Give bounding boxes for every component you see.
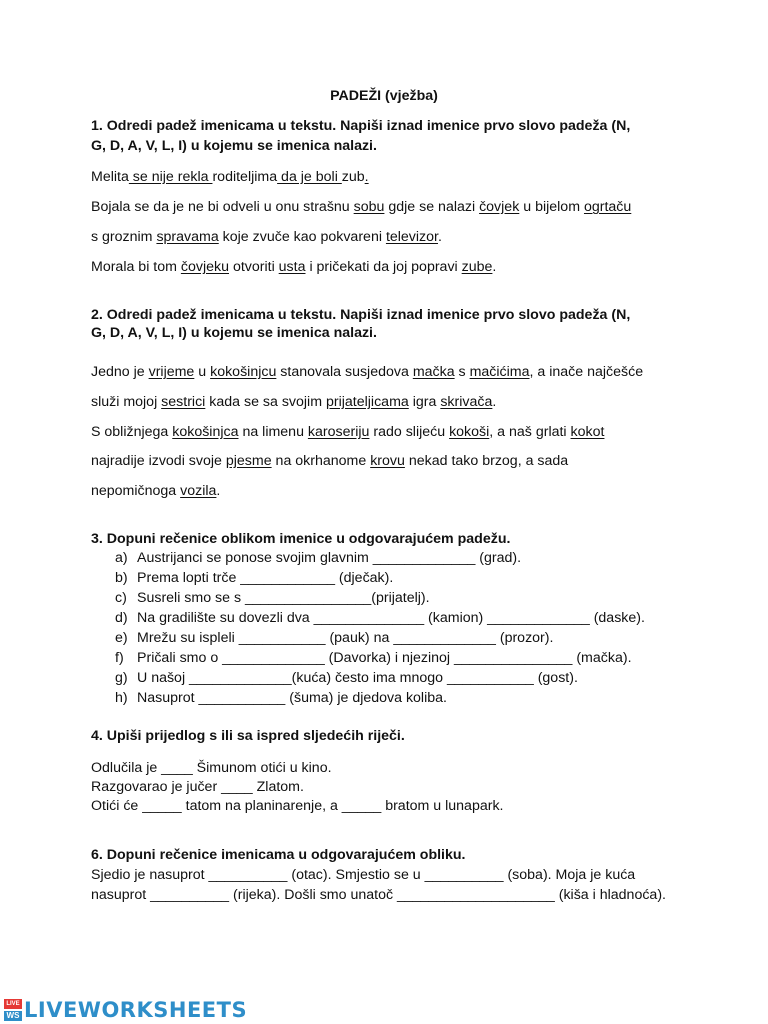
- underlined-noun: ogrtaču: [583, 199, 632, 215]
- underlined-noun: televizor: [385, 229, 438, 245]
- sentence-text: nekad tako brzog, a sada: [404, 453, 569, 469]
- sentence-text: služi mojoj: [91, 394, 162, 410]
- task1-heading-line1: 1. Odredi padež imenicama u tekstu. Napiši iznad imenice prvo slovo padeža (N,: [91, 118, 631, 134]
- task3-item-marker: h): [115, 690, 128, 706]
- task3-item: [115, 589, 430, 607]
- task2-heading-line1: 2. Odredi padež imenicama u tekstu. Napiši iznad imenice prvo slovo padeža (N,: [91, 307, 631, 323]
- task2-sentence-3: [91, 423, 604, 441]
- underlined-noun: skrivača: [440, 394, 493, 410]
- underlined-noun: kokošinjca: [172, 424, 239, 440]
- underlined-noun: zube: [461, 259, 493, 275]
- task4-line-1: Odlučila je ____ Šimunom otići u kino.: [91, 760, 332, 776]
- badge-bottom: WS: [4, 1011, 22, 1021]
- logo-text: LIVEWORKSHEETS: [24, 998, 248, 1022]
- task3-item-marker: c): [115, 590, 127, 606]
- underlined-noun: pjesme: [225, 453, 272, 469]
- task6-line-1: Sjedio je nasuprot __________ (otac). Smjestio se u __________ (soba). Moja je kuća: [91, 867, 636, 883]
- underlined-noun: mačka: [412, 364, 455, 380]
- sentence-text: otvoriti: [229, 259, 279, 275]
- task1-sentence-2: [91, 198, 631, 216]
- underlined-noun: vozila: [180, 483, 217, 499]
- sentence-text: Melita: [91, 169, 129, 185]
- task3-item-marker: d): [115, 610, 128, 626]
- task3-item: [115, 649, 632, 667]
- task1-sentence-4: [91, 258, 496, 276]
- task3-item-text: Pričali smo o _____________ (Davorka) i njezinoj _______________ (mačka).: [137, 650, 632, 666]
- task3-item-text: U našoj _____________(kuća) često ima mnogo ___________ (gost).: [137, 670, 578, 686]
- task3-item-marker: b): [115, 570, 128, 586]
- sentence-text: , a inače najčešće: [529, 364, 644, 380]
- sentence-text: Jedno je: [91, 364, 149, 380]
- task1-sentence-1: [91, 168, 369, 186]
- task2-sentence-5: [91, 482, 220, 500]
- task3-item: [115, 569, 393, 587]
- task3-item: [115, 629, 553, 647]
- badge-top: LIVE: [4, 999, 22, 1009]
- task2-sentence-4: [91, 452, 568, 470]
- task2-sentence-1: [91, 363, 643, 381]
- sentence-text: najradije izvodi svoje: [91, 453, 226, 469]
- task3-item-text: Prema lopti trče ____________ (dječak).: [137, 570, 394, 586]
- underlined-noun: vrijeme: [148, 364, 195, 380]
- underlined-noun: mačićima: [469, 364, 530, 380]
- page-title: PADEŽI (vježba): [330, 88, 438, 104]
- task6-line-2: nasuprot __________ (rijeka). Došli smo unatoč ____________________ (kiša i hladnoća).: [91, 887, 666, 903]
- task3-item-marker: g): [115, 670, 128, 686]
- sentence-text: , a naš grlati: [489, 424, 571, 440]
- task3-item-text: Susreli smo se s ________________(prijatelj).: [137, 590, 430, 606]
- underlined-noun: .: [364, 169, 369, 185]
- task6-heading: 6. Dopuni rečenice imenicama u odgovarajućem obliku.: [91, 847, 466, 863]
- task3-item-marker: f): [115, 650, 124, 666]
- task1-heading-line2: G, D, A, V, L, I) u kojemu se imenica nalazi.: [91, 138, 377, 154]
- sentence-text: Morala bi tom: [91, 259, 181, 275]
- sentence-text: rado slijeću: [369, 424, 450, 440]
- task3-item: [115, 609, 645, 627]
- sentence-text: igra: [408, 394, 441, 410]
- task3-item-marker: a): [115, 550, 128, 566]
- sentence-text: Bojala se da je ne bi odveli u onu strašnu: [91, 199, 354, 215]
- sentence-text: u: [194, 364, 211, 380]
- underlined-noun: spravama: [156, 229, 219, 245]
- task2-sentence-2: [91, 393, 496, 411]
- task3-item-text: Nasuprot ___________ (šuma) je djedova koliba.: [137, 690, 447, 706]
- task2-heading-line2: G, D, A, V, L, I) u kojemu se imenica nalazi.: [91, 325, 377, 341]
- underlined-noun: se nije rekla: [128, 169, 213, 185]
- underlined-noun: karoseriju: [307, 424, 370, 440]
- sentence-text: nepomičnoga: [91, 483, 181, 499]
- underlined-noun: kokot: [570, 424, 605, 440]
- underlined-noun: da je boli: [277, 169, 342, 185]
- underlined-noun: kokošinjcu: [210, 364, 277, 380]
- liveworksheets-badge-icon: [4, 999, 22, 1021]
- sentence-text: .: [216, 483, 221, 499]
- task3-item-text: Na gradilište su dovezli dva ______________ (kamion) _____________ (daske).: [137, 610, 645, 626]
- task3-item: [115, 549, 521, 567]
- sentence-text: stanovala susjedova: [276, 364, 413, 380]
- sentence-text: na okrhanome: [271, 453, 371, 469]
- sentence-text: .: [492, 394, 497, 410]
- liveworksheets-logo: [4, 998, 247, 1022]
- task3-item: [115, 669, 578, 687]
- sentence-text: i pričekati da joj popravi: [305, 259, 462, 275]
- task3-item: [115, 689, 447, 707]
- task4-line-3: Otići će _____ tatom na planinarenje, a _____ bratom u lunapark.: [91, 798, 504, 814]
- sentence-text: s: [454, 364, 470, 380]
- task3-item-text: Mrežu su ispleli ___________ (pauk) na _____________ (prozor).: [137, 630, 554, 646]
- sentence-text: .: [492, 259, 497, 275]
- sentence-text: .: [437, 229, 442, 245]
- sentence-text: S obližnjega: [91, 424, 173, 440]
- underlined-noun: usta: [278, 259, 306, 275]
- sentence-text: gdje se nalazi: [384, 199, 480, 215]
- sentence-text: roditeljima: [212, 169, 278, 185]
- task4-heading: 4. Upiši prijedlog s ili sa ispred sljedećih riječi.: [91, 728, 405, 744]
- underlined-noun: kokoši: [449, 424, 490, 440]
- sentence-text: kada se sa svojim: [205, 394, 326, 410]
- underlined-noun: prijateljicama: [325, 394, 409, 410]
- task3-item-marker: e): [115, 630, 128, 646]
- sentence-text: zub: [341, 169, 365, 185]
- task3-heading: 3. Dopuni rečenice oblikom imenice u odgovarajućem padežu.: [91, 531, 511, 547]
- task4-line-2: Razgovarao je jučer ____ Zlatom.: [91, 779, 304, 795]
- underlined-noun: čovjek: [479, 199, 520, 215]
- underlined-noun: čovjeku: [180, 259, 229, 275]
- sentence-text: u bijelom: [519, 199, 584, 215]
- task1-sentence-3: [91, 228, 442, 246]
- sentence-text: na limenu: [238, 424, 308, 440]
- underlined-noun: krovu: [370, 453, 405, 469]
- underlined-noun: sestrici: [161, 394, 206, 410]
- underlined-noun: sobu: [353, 199, 385, 215]
- sentence-text: koje zvuče kao pokvareni: [218, 229, 386, 245]
- task3-item-text: Austrijanci se ponose svojim glavnim _____________ (grad).: [137, 550, 522, 566]
- sentence-text: s groznim: [91, 229, 157, 245]
